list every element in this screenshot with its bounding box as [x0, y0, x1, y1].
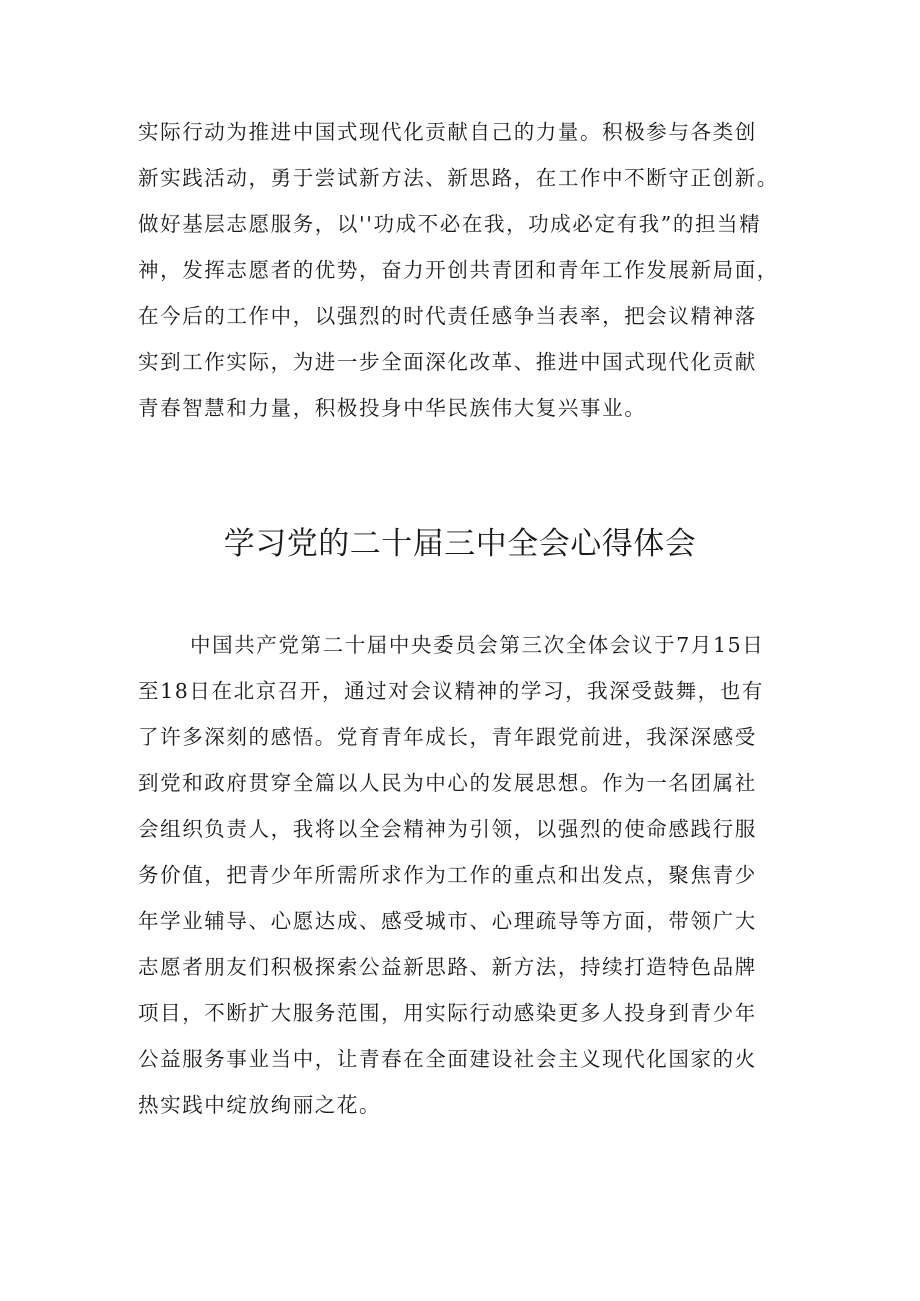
- paragraph-line: 志愿者朋友们积极探索公益新思路、新方法，持续打造特色品牌: [138, 955, 757, 979]
- paragraph-line: 到党和政府贯穿全篇以人民为中心的发展思想。作为一名团属社: [138, 771, 757, 795]
- paragraph-line: 实到工作实际，为进一步全面深化改革、推进中国式现代化贡献: [138, 350, 757, 374]
- paragraph-line: 年学业辅导、心愿达成、感受城市、心理疏导等方面，带领广大: [138, 909, 757, 933]
- paragraph-line: 中国共产党第二十届中央委员会第三次全体会议于7月15日: [190, 633, 765, 657]
- paragraph-line: 实际行动为推进中国式现代化贡献自己的力量。积极参与各类创: [138, 120, 757, 144]
- paragraph-line: 务价值，把青少年所需所求作为工作的重点和出发点，聚焦青少: [138, 863, 757, 887]
- paragraph-line: 在今后的工作中，以强烈的时代责任感争当表率，把会议精神落: [138, 304, 757, 328]
- paragraph-line: 新实践活动，勇于尝试新方法、新思路，在工作中不断守正创新。: [138, 166, 779, 190]
- paragraph-line: 热实践中绽放绚丽之花。: [138, 1093, 382, 1117]
- paragraph-line: 青春智慧和力量，积极投身中华民族伟大复兴事业。: [138, 396, 647, 420]
- article-title: 学习党的二十届三中全会心得体会: [223, 526, 697, 562]
- paragraph-line: 会组织负责人，我将以全会精神为引领，以强烈的使命感践行服: [138, 817, 757, 841]
- paragraph-line: 做好基层志愿服务，以''功成不必在我，功成必定有我”的担当精: [138, 212, 762, 236]
- paragraph-line: 项目，不断扩大服务范围，用实际行动感染更多人投身到青少年: [138, 1001, 757, 1025]
- paragraph-line: 公益服务事业当中，让青春在全面建设社会主义现代化国家的火: [138, 1047, 757, 1071]
- paragraph-line: 至18日在北京召开，通过对会议精神的学习，我深受鼓舞，也有: [138, 679, 764, 703]
- paragraph-line: 了许多深刻的感悟。党育青年成长，青年跟党前进，我深深感受: [138, 725, 757, 749]
- paragraph-line: 神，发挥志愿者的优势，奋力开创共青团和青年工作发展新局面，: [138, 258, 779, 282]
